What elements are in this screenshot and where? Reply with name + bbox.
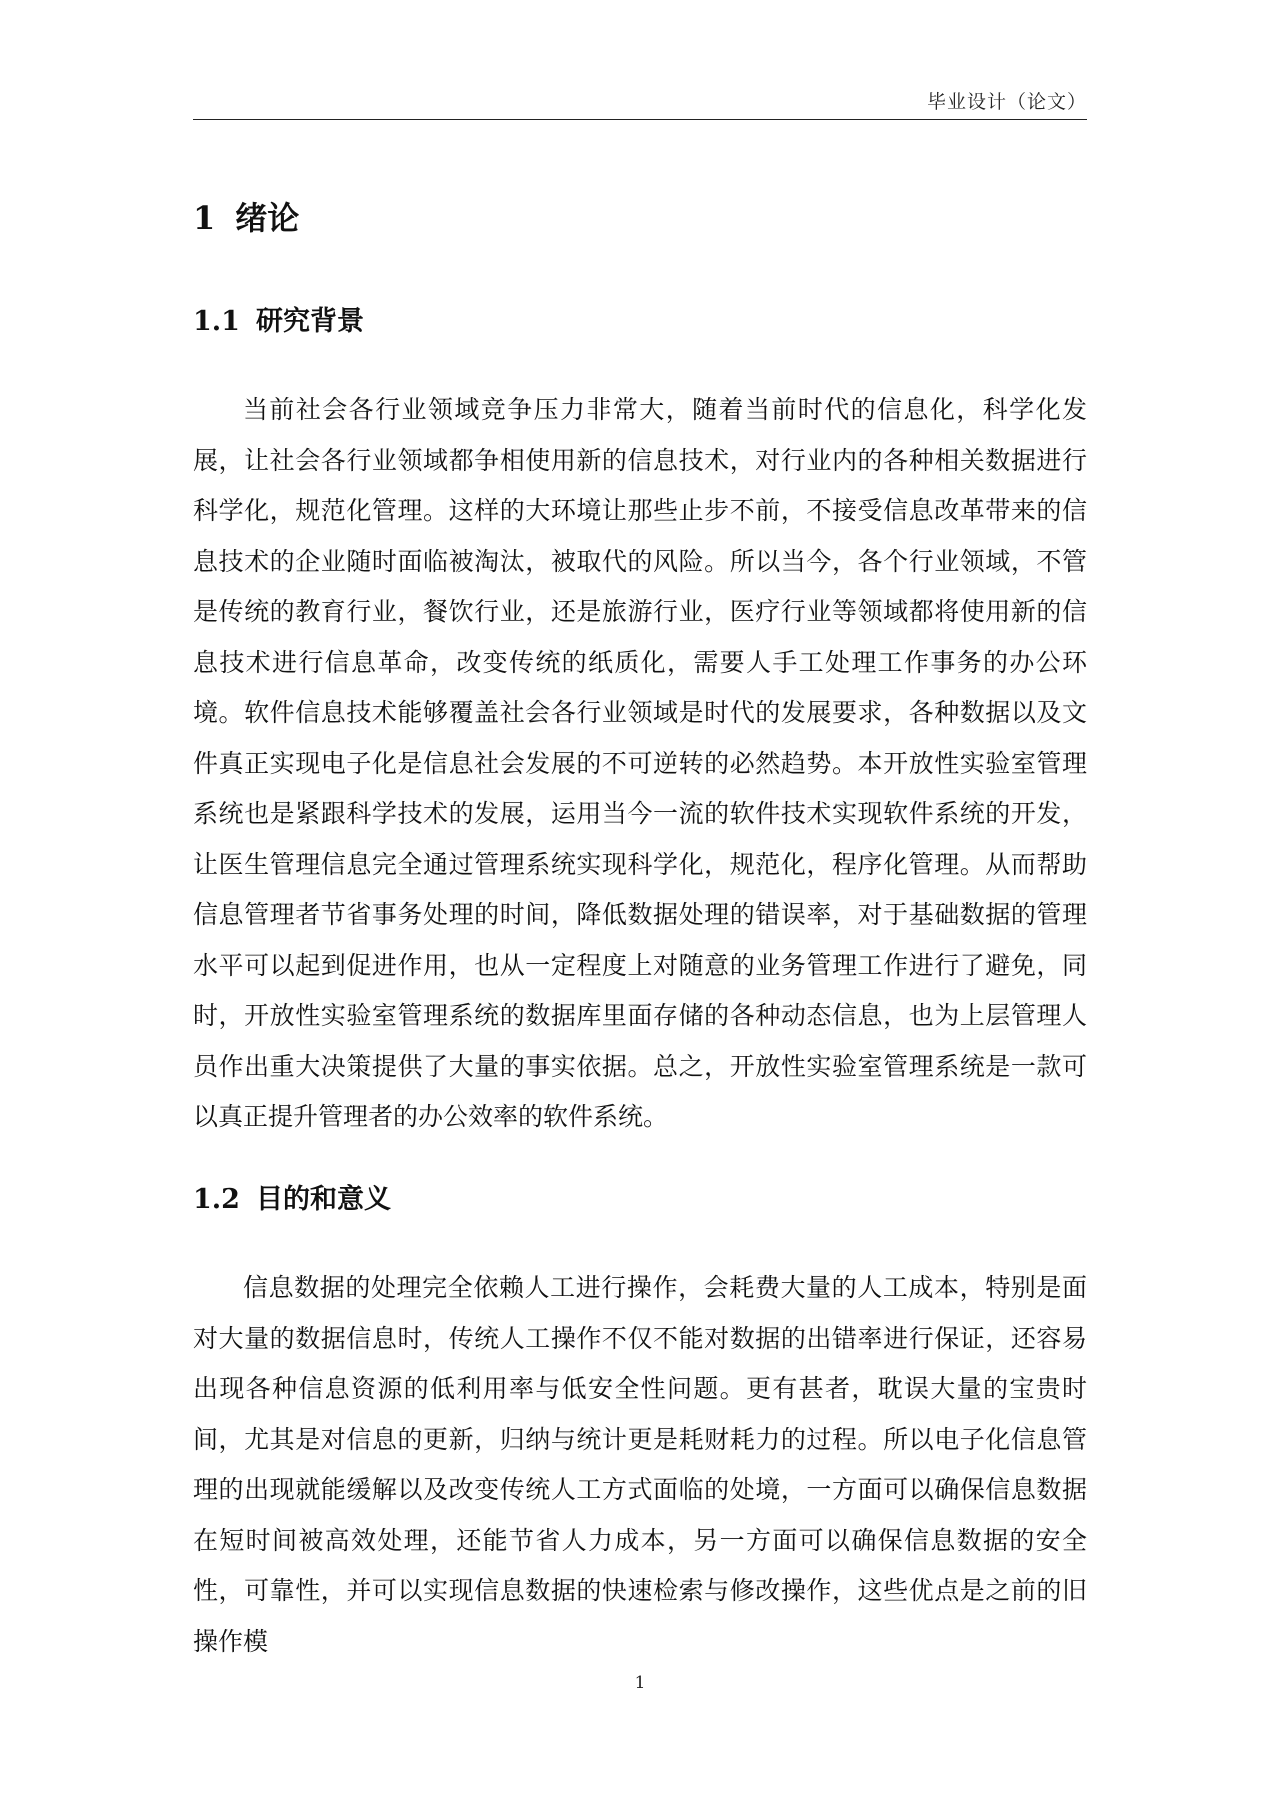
section-title: 目的和意义	[255, 1184, 391, 1215]
running-header: 毕业设计（论文）	[926, 91, 1087, 113]
section-title: 研究背景	[255, 306, 364, 337]
section-paragraph-1-2: 信息数据的处理完全依赖人工进行操作，会耗费大量的人工成本，特别是面对大量的数据信息时，传统人工操作不仅不能对数据的出错率进行保证，还容易出现各种信息资源的低利用率与低安全性问题。更有甚者，耽误大量的宝贵时间，尤其是对信息的更新，归纳与统计更是耗财耗力的过程。所以电子化信息管理的出现就能缓解以及改变传统人工方式面临的处境，一方面可以确保信息数据在短时间被高效处理，还能节省人力成本，另一方面可以确保信息数据的安全性，可靠性，并可以实现信息数据的快速检索与修改操作，这些优点是之前的旧操作模	[193, 1273, 1087, 1656]
chapter-heading	[193, 196, 299, 240]
page-number: 1	[634, 1673, 646, 1693]
section-heading-1-1	[193, 303, 364, 341]
chapter-title: 绪论	[235, 199, 300, 237]
chapter-number: 1	[193, 199, 216, 237]
section-heading-1-2	[193, 1181, 391, 1219]
section-number: 1.1	[193, 306, 240, 337]
section-number: 1.2	[193, 1184, 240, 1215]
section-paragraph-1-1: 当前社会各行业领域竞争压力非常大，随着当前时代的信息化，科学化发展，让社会各行业领域都争相使用新的信息技术，对行业内的各种相关数据进行科学化，规范化管理。这样的大环境让那些止步不前，不接受信息改革带来的信息技术的企业随时面临被淘汰，被取代的风险。所以当今，各个行业领域，不管是传统的教育行业，餐饮行业，还是旅游行业，医疗行业等领域都将使用新的信息技术进行信息革命，改变传统的纸质化，需要人手工处理工作事务的办公环境。软件信息技术能够覆盖社会各行业领域是时代的发展要求，各种数据以及文件真正实现电子化是信息社会发展的不可逆转的必然趋势。本开放性实验室管理系统也是紧跟科学技术的发展，运用当今一流的软件技术实现软件系统的开发，让医生管理信息完全通过管理系统实现科学化，规范化，程序化管理。从而帮助信息管理者节省事务处理的时间，降低数据处理的错误率，对于基础数据的管理水平可以起到促进作用，也从一定程度上对随意的业务管理工作进行了避免，同时，开放性实验室管理系统的数据库里面存储的各种动态信息，也为上层管理人员作出重大决策提供了大量的事实依据。总之，开放性实验室管理系统是一款可以真正提升管理者的办公效率的软件系统。	[193, 395, 1087, 1131]
header-rule	[193, 119, 1087, 120]
